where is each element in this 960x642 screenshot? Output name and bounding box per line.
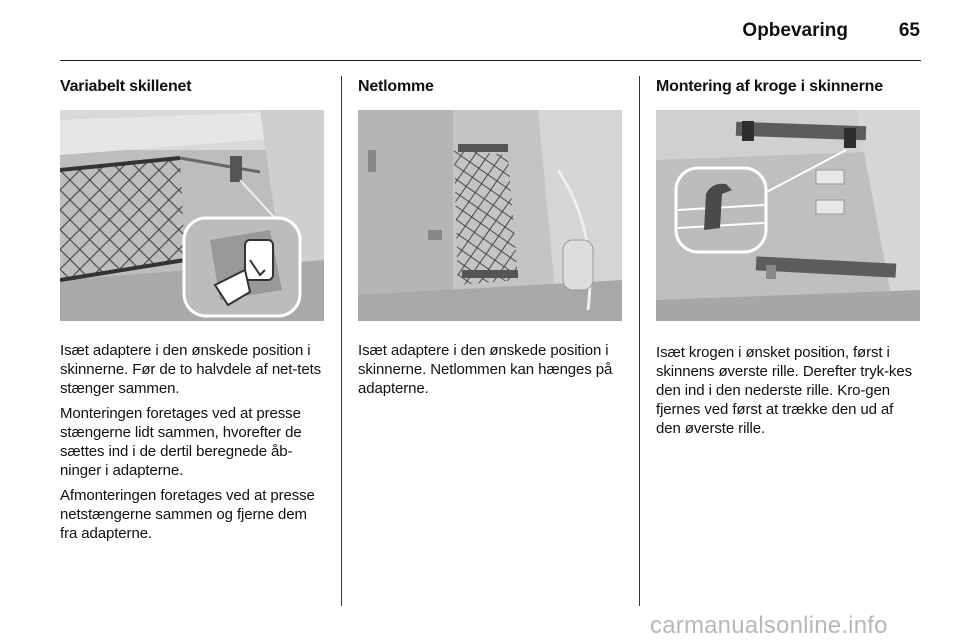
section-title: Opbevaring: [742, 20, 848, 41]
column-heading: Netlomme: [358, 78, 434, 95]
paragraph: Isæt krogen i ønsket position, først i skinnens øverste rille. Derefter tryk-kes den ind i den nederste rille. Kro-gen fjernes ved først at trække den ud af den øverste rille.: [656, 344, 912, 437]
header-divider: [60, 60, 921, 61]
page-number: 65: [898, 20, 920, 41]
paragraph: Isæt adaptere i den ønskede position i skinnerne. Før de to halvdele af net-tets stænger sammen.: [60, 342, 322, 397]
watermark-text: carmanualsonline.info: [650, 612, 888, 639]
rail-hook-illustration: [656, 110, 920, 321]
column-hooks: [656, 76, 920, 444]
paragraph: Monteringen foretages ved at presse stængerne lidt sammen, hvorefter de sættes ind i de dertil beregnede åb-ninger i adapterne.: [60, 405, 302, 479]
paragraph: Afmonteringen foretages ved at presse netstængerne sammen og fjerne dem fra adapterne.: [60, 487, 315, 542]
body-text: [656, 343, 920, 438]
body-text: [60, 341, 324, 543]
divider-net-illustration: [60, 110, 324, 321]
paragraph: Isæt adaptere i den ønskede position i skinnerne. Netlommen kan hænges på adapterne.: [358, 342, 613, 397]
page-header: [0, 0, 960, 62]
column-heading: Montering af kroge i skinnerne: [656, 78, 883, 95]
column-divider-net: [60, 76, 324, 549]
net-pocket-illustration: [358, 110, 622, 321]
column-net-pocket: [358, 76, 622, 404]
column-heading: Variabelt skillenet: [60, 78, 192, 95]
column-divider-line: [341, 76, 342, 606]
body-text: [358, 341, 622, 398]
column-divider-line: [639, 76, 640, 606]
